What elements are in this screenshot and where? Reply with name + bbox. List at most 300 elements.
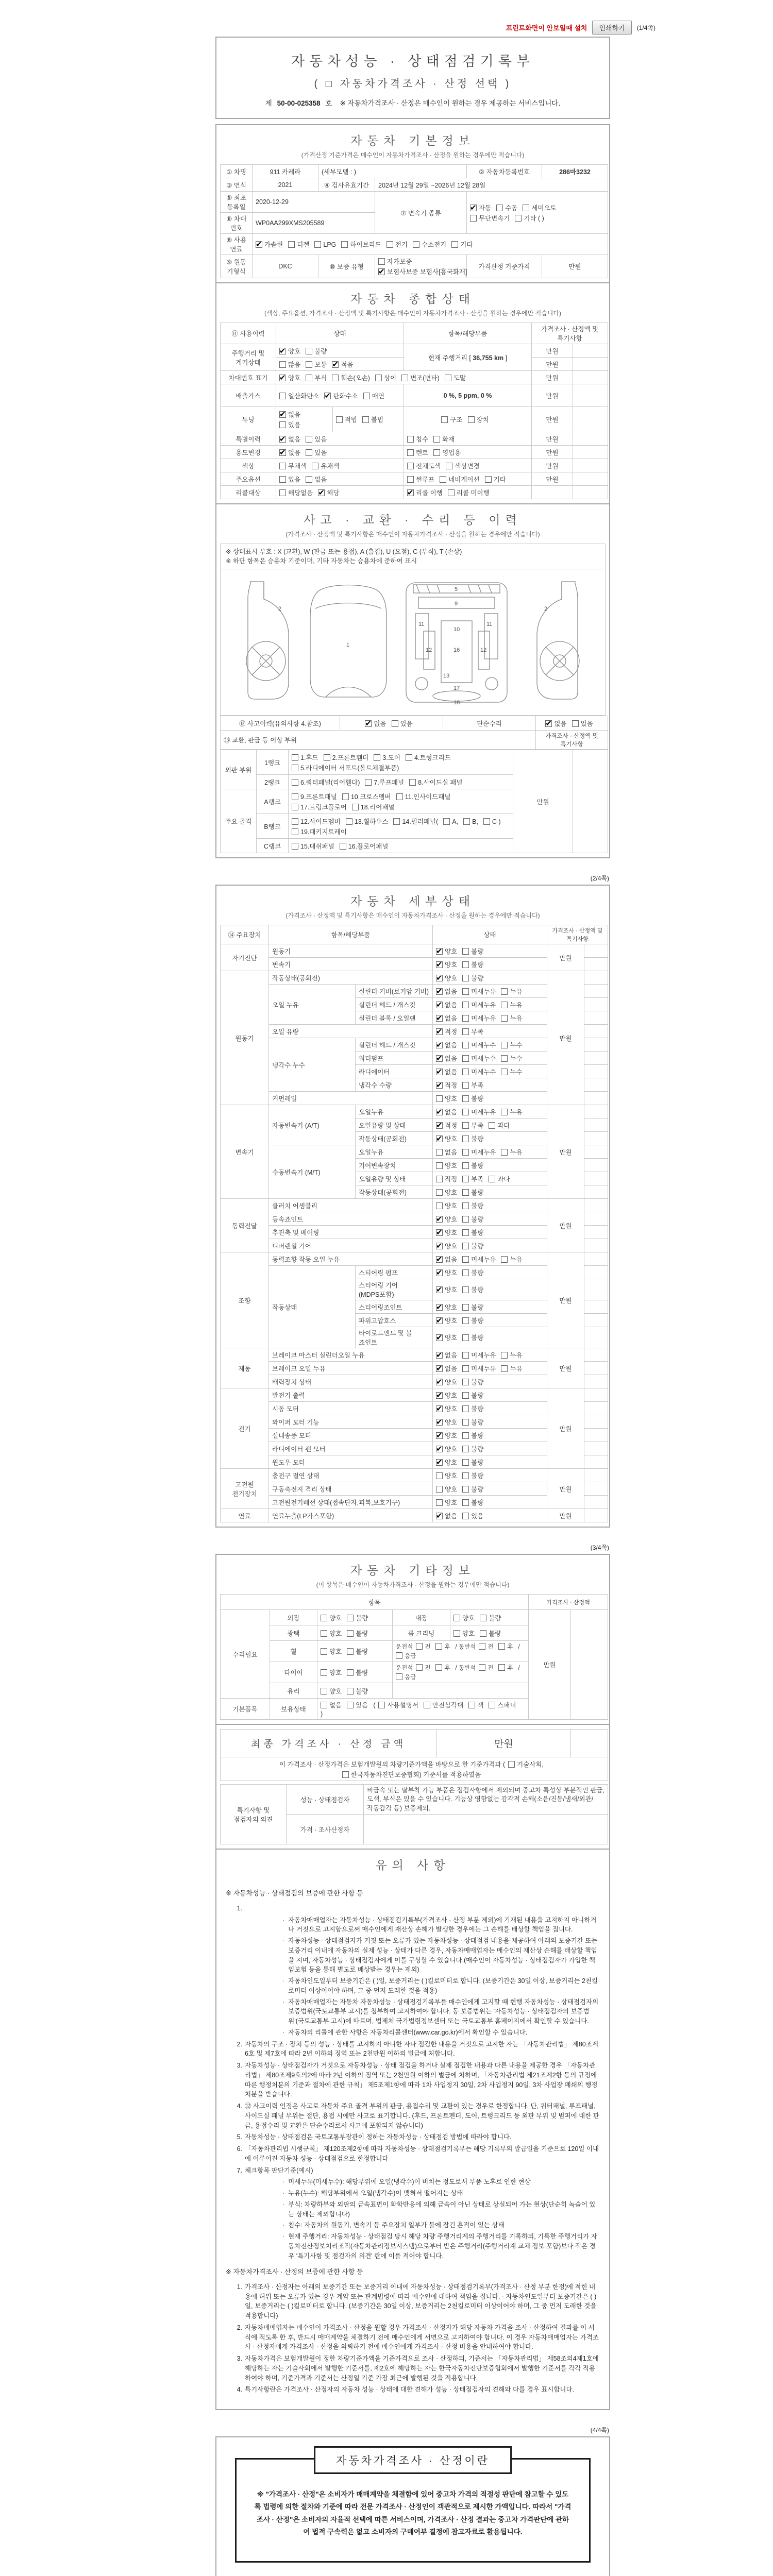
notice-number: 5. [237, 2133, 242, 2141]
checkbox-option [342, 1770, 481, 1779]
device-cell: 전기 [221, 1388, 269, 1469]
notice-subitem [282, 2028, 600, 2038]
checkbox-icon [436, 1202, 443, 1209]
checkbox-icon [406, 754, 412, 761]
checkbox-label: 해당없음 [288, 489, 313, 497]
checkbox-option [292, 817, 341, 826]
checkbox-label: 미세누유 [471, 1256, 496, 1263]
detail-row [221, 1105, 608, 1118]
checkbox-label: C ) [492, 818, 501, 825]
checkbox-icon [436, 1095, 443, 1102]
notice-number: 3. [237, 2355, 242, 2362]
checkbox-label: 누유 [510, 1001, 523, 1009]
checkbox-option [462, 1471, 483, 1480]
status-cell [433, 1442, 547, 1455]
note-cell [584, 1038, 608, 1052]
checkbox-option [479, 1642, 493, 1651]
checkbox-option [436, 1484, 457, 1494]
checkbox-option [485, 474, 506, 484]
notice-subitem [282, 2177, 600, 2187]
checkbox-option [409, 777, 462, 787]
checkbox-option [436, 987, 457, 996]
checkbox-icon [435, 1643, 442, 1650]
status-cell [433, 1011, 547, 1025]
checkbox-option [446, 461, 479, 470]
price-cell: 만원 [547, 1469, 584, 1509]
checkbox-option [375, 373, 396, 382]
subitem-cell: 오일유량 및 상태 [356, 1118, 433, 1132]
gas-options [276, 384, 404, 407]
checkbox-option [332, 373, 370, 382]
checkbox-icon [321, 1688, 327, 1694]
checkbox-option [462, 1255, 496, 1264]
status-cell [433, 1226, 547, 1239]
baseprice-value: 만원 [542, 255, 608, 278]
usage-options [276, 446, 404, 459]
definition-box [235, 2455, 591, 2563]
notice-number: 4. [237, 2103, 242, 2110]
checkbox-option [436, 1147, 457, 1157]
note-cell [584, 1429, 608, 1442]
status-cell [433, 1185, 547, 1199]
checkbox-label: 전 [488, 1665, 494, 1672]
checkbox-label: 부족 [471, 1081, 484, 1089]
checkbox-icon [489, 1122, 495, 1129]
checkbox-checked-icon [436, 1015, 443, 1022]
checkbox-label: 불량 [471, 1485, 484, 1493]
notice-subitem [282, 1916, 600, 1935]
checkbox-checked-icon [318, 489, 325, 496]
inline-text: 이 가격조사 · 산정가격은 보험개발원의 차량기준가액을 바탕으로 한 기준가격과 ( [279, 1760, 506, 1768]
accident-title: 사고 · 교환 · 수리 등 이력 [304, 513, 522, 527]
checkbox-label: 자동 [479, 204, 492, 212]
bullet-icon: · [282, 2200, 285, 2208]
checkbox-option [453, 1629, 475, 1638]
checkbox-label: 하이브리드 [350, 241, 381, 248]
checkbox-icon [306, 375, 312, 381]
price-cell: 만원 [547, 1388, 584, 1469]
checkbox-checked-icon [436, 1446, 443, 1452]
checkbox-label: 화재 [442, 435, 455, 443]
basic-info-title: 자동차 기본정보 [350, 134, 475, 147]
checkbox-icon [445, 375, 451, 381]
checkbox-option [436, 1431, 457, 1440]
status-cell [433, 1314, 547, 1327]
checkbox-label: 있음 [400, 720, 413, 727]
wheel-options [317, 1641, 393, 1662]
checkbox-option [436, 960, 457, 969]
checkbox-icon [336, 416, 343, 423]
checkbox-icon [462, 1513, 469, 1519]
opinion-label: 특기사항 및 점검자의 의견 [221, 1785, 287, 1844]
checkbox-checked-icon [436, 1042, 443, 1048]
checkbox-icon [501, 1149, 508, 1156]
checkbox-icon [498, 1664, 505, 1671]
etc-title: 자동차 기타정보 [350, 1564, 475, 1578]
checkbox-option [501, 1350, 522, 1360]
checkbox-label: 양호 [445, 1202, 458, 1210]
checkbox-icon [462, 1352, 469, 1359]
checkbox-label: 불량 [471, 1229, 484, 1236]
print-install-note[interactable]: 프린트화면이 안보일때 설치 [506, 24, 587, 32]
checkbox-label: 불량 [471, 1269, 484, 1277]
checkbox-checked-icon [279, 411, 286, 418]
checkbox-icon [347, 1648, 354, 1655]
status-cell [433, 1388, 547, 1402]
checkbox-icon [401, 375, 408, 381]
checkbox-icon [292, 765, 298, 771]
basic-item-label: 기본품목 [221, 1699, 270, 1720]
checkbox-icon [463, 818, 470, 825]
checkbox-checked-icon [436, 1513, 443, 1519]
checkbox-icon [346, 818, 352, 825]
checkbox-option [435, 1642, 450, 1651]
price-cell: 만원 [547, 944, 584, 971]
checkbox-option [365, 777, 404, 787]
checkbox-label: 기타 [493, 476, 506, 483]
checkbox-label: 자가보증 [387, 258, 412, 265]
notice-item [234, 2061, 600, 2099]
checkbox-icon [462, 1015, 469, 1022]
checkbox-option [279, 434, 300, 444]
checkbox-label: 불량 [471, 1432, 484, 1439]
checkbox-checked-icon [436, 1379, 443, 1385]
checkbox-checked-icon [436, 975, 443, 981]
checkbox-icon [340, 843, 346, 850]
checkbox-label: 양호 [445, 1432, 458, 1439]
checkbox-label: 상이 [383, 374, 397, 382]
device-cell: 자기진단 [221, 944, 269, 971]
checkbox-label: 없음 [374, 720, 386, 727]
svg-text:11: 11 [418, 621, 425, 628]
notice-subitem [282, 2200, 600, 2219]
checkbox-label: 양호 [329, 1630, 342, 1637]
checkbox-option [436, 946, 457, 956]
checkbox-icon [347, 1615, 354, 1621]
notice-number: 3. [237, 2062, 242, 2069]
subitem-cell: 실린더 커버(로커암 커버) [356, 985, 433, 998]
checkbox-icon [480, 1615, 486, 1621]
checkbox-label: 양호 [445, 1229, 458, 1236]
checkbox-option [436, 1333, 457, 1342]
page1-box [215, 124, 610, 858]
checkbox-checked-icon [436, 1334, 443, 1341]
glass-options [317, 1683, 393, 1699]
checkbox-icon [306, 361, 312, 368]
checkbox-label: 부족 [471, 1028, 484, 1036]
checkbox-label: 사용설명서 [387, 1702, 418, 1709]
checkbox-option [324, 391, 358, 400]
checkbox-icon [279, 489, 286, 496]
checkbox-label: 4.트렁크리드 [414, 754, 451, 761]
checkbox-label: 변조(변타) [410, 374, 440, 382]
overall-head-state: 상태 [276, 323, 404, 344]
checkbox-label: 양호 [445, 1242, 458, 1250]
note-cell [584, 1388, 608, 1402]
exchange-label: ⑬ 교환, 판금 등 이상 부위 [221, 731, 536, 750]
checkbox-label: 양호 [445, 1286, 458, 1294]
checkbox-option [347, 1686, 368, 1696]
checkbox-option [501, 1255, 522, 1264]
price-cell: 만원 [547, 1105, 584, 1199]
doc-no: 50-00-025358 [277, 99, 321, 107]
checkbox-label: 12.사이드멤버 [300, 818, 341, 825]
checkbox-icon [498, 1643, 505, 1650]
checkbox-label: 적법 [344, 416, 357, 423]
checkbox-icon [363, 393, 370, 399]
checkbox-option [441, 415, 462, 424]
submodel-cell: (세부모델 : ) [318, 165, 467, 178]
checkbox-option [462, 1333, 483, 1342]
checkbox-icon [347, 1688, 354, 1694]
inline-text: / 동반석 [455, 1644, 476, 1651]
checkbox-icon [342, 793, 349, 800]
checkbox-label: 누유 [510, 988, 523, 995]
checkbox-icon [462, 961, 469, 968]
checkbox-option [462, 946, 483, 956]
checkbox-label: 후 [444, 1644, 450, 1651]
checkbox-icon [435, 1664, 442, 1671]
checkbox-icon [462, 1286, 469, 1293]
checkbox-label: 없음 [288, 449, 301, 456]
device-cell: 변속기 [221, 1105, 269, 1199]
checkbox-label: 양호 [462, 1614, 475, 1622]
checkbox-label: 불량 [471, 1189, 484, 1196]
checkbox-icon [501, 1002, 508, 1008]
item-cell: 고전원전기배선 상태(접속단자,피복,보호기구) [269, 1496, 433, 1509]
checkbox-option [501, 1364, 522, 1373]
notice-item [234, 2040, 600, 2059]
checkbox-label: 불량 [489, 1614, 501, 1622]
notice-item [234, 2282, 600, 2321]
final-price-label: 최종 가격조사 · 산정 금액 [221, 1730, 437, 1757]
checkbox-icon [306, 476, 312, 483]
tuning-legal-options [332, 407, 404, 432]
checkbox-label: 한국자동차진단보증협회) 기준서를 적용하였음 [350, 1771, 481, 1778]
checkbox-label: 양호 [445, 1459, 458, 1466]
checkbox-option [462, 1080, 483, 1090]
detail-row [221, 1348, 608, 1362]
etc-note [571, 1610, 608, 1720]
checkbox-label: 불량 [356, 1630, 368, 1637]
checkbox-checked-icon [279, 375, 286, 381]
checkbox-option [346, 817, 389, 826]
interior-label: 내장 [393, 1610, 450, 1625]
checkbox-label: 양호 [445, 1334, 458, 1342]
subitem-cell: 실린더 블록 / 오일팬 [356, 1011, 433, 1025]
checkbox-option [314, 241, 336, 248]
checkbox-icon [396, 793, 403, 800]
checkbox-label: 16.플로어패널 [348, 842, 389, 850]
note-cell [584, 985, 608, 998]
checkbox-option [321, 1613, 342, 1622]
checkbox-label: 미세누수 [471, 1068, 496, 1076]
checkbox-option [433, 448, 461, 457]
checkbox-label: 침수 [416, 435, 429, 443]
warranty-options [375, 255, 467, 278]
polish-options [317, 1625, 393, 1641]
recall-options [276, 486, 404, 499]
checkbox-icon [436, 1149, 443, 1156]
checkbox-option [462, 1094, 483, 1103]
note-cell [584, 1252, 608, 1266]
checkbox-icon [352, 804, 359, 810]
checkbox-option [462, 1350, 496, 1360]
checkbox-icon [462, 1176, 469, 1182]
checkbox-label: 양호 [445, 1303, 458, 1311]
state-code-notes [220, 544, 606, 569]
rank1-label: 1랭크 [257, 750, 289, 775]
inspection-report [215, 37, 610, 2576]
checkbox-label: 양호 [288, 347, 301, 355]
checkbox-option [462, 1391, 483, 1400]
device-cell: 제동 [221, 1348, 269, 1388]
status-cell [433, 1199, 547, 1212]
polish-label: 광택 [270, 1625, 317, 1641]
checkbox-label: 누유 [510, 1365, 523, 1372]
mileage-suffix: ] [505, 354, 508, 362]
checkbox-option [279, 420, 300, 429]
note-cell [584, 1145, 608, 1159]
checkbox-label: 적음 [341, 361, 354, 368]
inline-text: / 동반석 [455, 1665, 476, 1672]
note-cell [584, 1469, 608, 1482]
checkbox-option [396, 1652, 416, 1660]
checkbox-icon [462, 1304, 469, 1311]
checkbox-option [436, 1255, 457, 1264]
rank1-options [289, 750, 513, 775]
note-cell [584, 1300, 608, 1314]
notice-number: 1. [237, 2283, 242, 2291]
checkbox-option [436, 1417, 457, 1427]
checkbox-icon [321, 1669, 327, 1676]
usage-note [573, 446, 608, 459]
checkbox-label: 매연 [372, 392, 384, 400]
checkbox-label: 불량 [471, 1242, 484, 1250]
gas-value: 0 %, 5 ppm, 0 % [404, 384, 532, 407]
glass-extra [393, 1683, 529, 1699]
subitem-cell: 실린더 헤드 / 개스킷 [356, 998, 433, 1011]
checkbox-option [436, 1458, 457, 1467]
checkbox-label: 전 [425, 1665, 431, 1672]
checkbox-icon [462, 1405, 469, 1412]
checkbox-label: 없음 [314, 476, 327, 483]
regno-label: ② 자동차등록번호 [467, 165, 542, 178]
checkbox-label: 기타 ( ) [524, 214, 544, 222]
checkbox-label: 누수 [510, 1055, 523, 1062]
checkbox-label: 5.라디에이터 서포트(볼트체결부품) [300, 764, 399, 772]
checkbox-option [340, 841, 389, 851]
detail-row [221, 944, 608, 958]
checkbox-option [436, 1350, 457, 1360]
checkbox-option [462, 1228, 483, 1237]
checkbox-option [480, 1613, 501, 1622]
checkbox-option [306, 360, 327, 369]
checkbox-icon [324, 754, 330, 761]
svg-text:17: 17 [453, 685, 460, 692]
checkbox-option [462, 1121, 483, 1130]
checkbox-option [501, 1067, 522, 1076]
note-cell [584, 1132, 608, 1145]
checkbox-icon [347, 1702, 354, 1708]
checkbox-option [386, 240, 408, 249]
checkbox-label: 양호 [445, 1135, 458, 1143]
page4-box [215, 2436, 610, 2576]
checkbox-label: 후 [507, 1644, 513, 1651]
checkbox-icon [462, 975, 469, 981]
checkbox-option [498, 1664, 513, 1672]
checkbox-label: 없음 [445, 988, 458, 995]
price-cell: 만원 [547, 1252, 584, 1348]
checkbox-label: 1.후드 [300, 754, 318, 761]
checkbox-icon [462, 988, 469, 995]
caution-body [216, 1875, 609, 2409]
checkbox-option [424, 1700, 463, 1709]
notice-subtext: 침수: 자동차의 원동기, 변속기 등 주요장치 일부가 물에 잠긴 흔적이 있는 상태 [288, 2222, 505, 2229]
item-cell: 등속죠인트 [269, 1212, 433, 1226]
status-cell [433, 1159, 547, 1172]
checkbox-icon [392, 720, 398, 727]
bullet-icon: · [282, 1937, 285, 1944]
notice-item [234, 2144, 600, 2164]
doc-subtitle: ( □ 자동차가격조사 · 산정 선택 ) [314, 78, 512, 90]
checkbox-icon [501, 1365, 508, 1372]
subitem-cell: 워터펌프 [356, 1052, 433, 1065]
notice-text: 체크항목 판단기준(예시) [245, 2166, 313, 2174]
bullet-icon: · [282, 2190, 285, 2197]
checkbox-icon [279, 361, 286, 368]
checkbox-label: 전 [425, 1644, 431, 1651]
inspection-period-value: 2024년 12월 29일 ~2026년 12월 28일 [375, 178, 608, 192]
checkbox-label: 스패너 [497, 1702, 516, 1709]
checkbox-option [436, 1241, 457, 1250]
inspector-opinion-label: 성능 · 상태점검자 [287, 1785, 364, 1815]
checkbox-label: 있음 [288, 421, 301, 429]
checkbox-checked-icon [436, 1136, 443, 1142]
checkbox-option [462, 1484, 483, 1494]
checkbox-option [292, 777, 360, 787]
rank-price: 만원 [513, 750, 573, 853]
checkbox-label: 9.프론트패널 [300, 793, 337, 801]
status-cell [433, 1132, 547, 1145]
checkbox-label: 양호 [445, 1162, 458, 1170]
checkbox-option [292, 753, 318, 762]
checkbox-label: 보통 [314, 361, 327, 368]
inline-text: / [518, 1665, 520, 1672]
checkbox-option [292, 792, 337, 801]
checkbox-option [436, 1377, 457, 1386]
item-cell: 자동변속기 (A/T) [269, 1105, 356, 1145]
final-price-note [571, 1730, 608, 1757]
page-marker-1: (1/4쪽) [636, 24, 656, 31]
simple-repair-options [536, 716, 608, 731]
checkbox-option [306, 448, 327, 457]
mileage-note-2 [573, 358, 608, 371]
status-cell [433, 1052, 547, 1065]
notice-subtext: 자동차성능 · 상태점검자가 거짓 또는 오류가 있는 자동차성능 · 상태점검 내용을 제공하여 아래의 보증기간 또는 보증거리 이내에 자동차의 실제 성능 · 상태가 다른 경우, 자동차매매업자는 매수인의 재산상 손해를 배상할 책임을 지며, 자동차성능 · 상태점검자에게 이를 구상할 수 있습니다.(매수인이 자동차성능 · 상태점검자가 가입한 책임보험 등을 통해 별도로 배상받는 경우는 제외) [288, 1937, 598, 1974]
notice-text: 자동차의 구조 · 장치 등의 성능 · 상태를 고지하지 아니한 자나 점검한 내용을 거짓으로 고지한 자는 「자동차관리법」 제80조제6호 및 제7호에 따라 2년 이하의 징역 또는 2천만원 이하의 벌금에 처합니다. [245, 2040, 598, 2058]
svg-text:10: 10 [453, 626, 460, 633]
subitem-cell: 스티어링 펌프 [356, 1266, 433, 1279]
transmission-options [467, 192, 608, 234]
checkbox-icon [462, 1392, 469, 1399]
print-button[interactable]: 인쇄하기 [592, 21, 631, 35]
notice-subitem [282, 1976, 600, 1996]
checkbox-checked-icon [436, 1256, 443, 1263]
inline-text: ( [373, 1702, 376, 1709]
checkbox-label: 불량 [471, 1286, 484, 1294]
checkbox-checked-icon [436, 1002, 443, 1008]
